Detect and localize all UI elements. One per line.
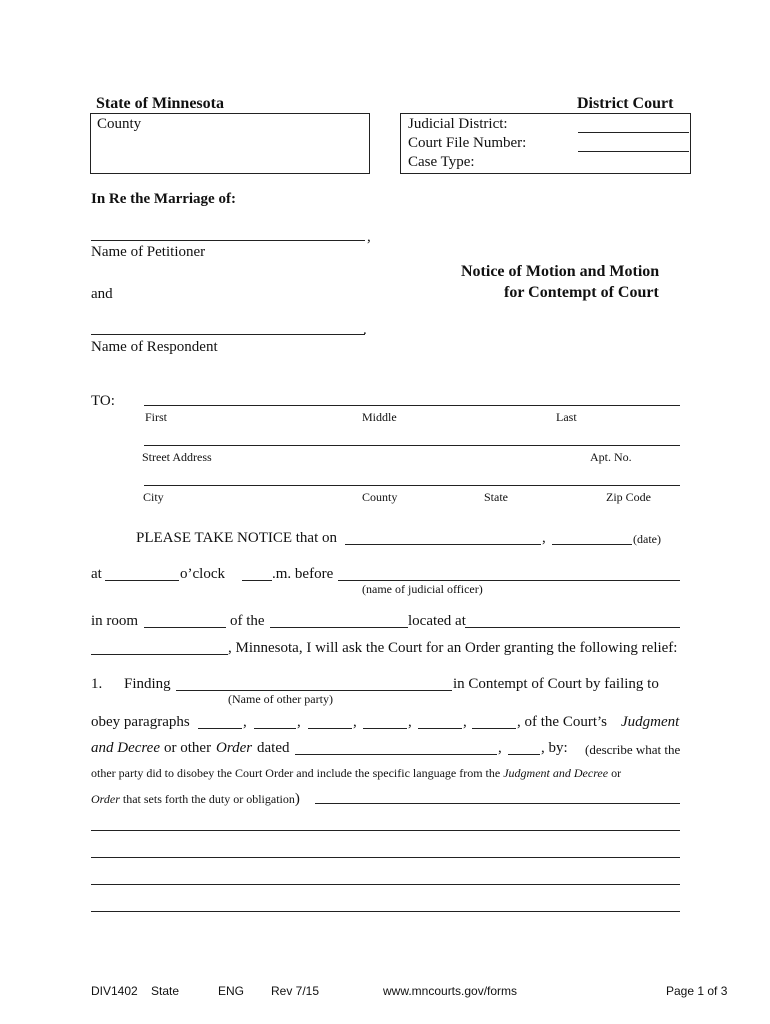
please-take-notice-text: PLEASE TAKE NOTICE that on [136,530,338,546]
order-word-text: Order [91,792,120,806]
state-title: State of Minnesota [96,95,224,112]
date-label: (date) [633,532,661,546]
or-other-text: or other [164,740,212,756]
date-comma: , [498,740,502,756]
petitioner-comma: , [367,229,371,245]
county-address-label: County [362,490,398,504]
document-title-line1: Notice of Motion and Motion [461,263,660,280]
paragraph-field-1[interactable] [198,728,242,729]
order-year-field[interactable] [508,754,540,755]
middle-label: Middle [362,410,397,424]
obey-paragraphs-text: obey paragraphs [91,714,190,730]
city-field[interactable] [91,654,228,655]
street-address-field[interactable] [144,445,680,446]
judicial-district-field[interactable] [578,132,689,133]
description-field-line-1[interactable] [315,803,680,804]
in-contempt-text: in Contempt of Court by failing to [453,676,659,692]
other-party-field[interactable] [176,690,452,691]
footer-lang: ENG [218,984,245,998]
m-before-text: .m. before [272,566,334,582]
courthouse-field[interactable] [270,627,408,628]
county-label: County [97,116,142,132]
footer-page-number: Page 1 of 3 [666,984,728,998]
city-label: City [143,490,164,504]
close-paren: ) [294,791,300,807]
zip-code-label: Zip Code [606,490,651,504]
oclock-text: o’clock [180,566,225,582]
item-number: 1. [91,676,103,692]
paragraph-comma-5: , [463,714,467,730]
description-field-line-2[interactable] [91,830,680,831]
by-text: , by: [541,740,568,756]
court-title: District Court [577,95,674,112]
paragraph-comma-2: , [297,714,301,730]
paragraph-field-5[interactable] [418,728,462,729]
petitioner-name-field[interactable] [91,240,365,241]
hearing-date-field[interactable] [552,544,632,545]
sets-forth-text: that sets forth the duty or obligation [122,792,295,806]
paragraph-field-2[interactable] [254,728,296,729]
description-field-line-3[interactable] [91,857,680,858]
document-title-line2: for Contempt of Court [504,284,659,301]
paragraph-comma-1: , [243,714,247,730]
last-label: Last [556,410,577,424]
paragraph-comma-3: , [353,714,357,730]
order-date-field[interactable] [295,754,497,755]
case-type-label: Case Type: [408,154,475,170]
in-re-heading: In Re the Marriage of: [91,191,236,207]
in-room-text: in room [91,613,139,629]
court-file-number-field[interactable] [578,151,689,152]
dated-text: dated [257,740,290,756]
to-label: TO: [91,393,115,409]
am-pm-field[interactable] [242,580,272,581]
and-decree-text: and Decree [91,740,160,756]
notice-comma: , [542,530,546,546]
respondent-name-field[interactable] [91,334,365,335]
paragraph-field-3[interactable] [308,728,352,729]
other-party-label: (Name of other party) [228,692,333,706]
location-field[interactable] [465,627,680,628]
state-address-label: State [484,490,508,504]
paragraph-field-6[interactable] [472,728,516,729]
first-label: First [145,410,168,424]
apt-no-label: Apt. No. [590,450,632,464]
court-file-number-label: Court File Number: [408,135,527,151]
judicial-officer-label: (name of judicial officer) [362,582,483,596]
minnesota-relief-text: , Minnesota, I will ask the Court for an Order granting the following relief: [228,640,678,656]
footer-url[interactable]: www.mncourts.gov/forms [383,984,518,998]
hearing-day-field[interactable] [345,544,541,545]
respondent-period: . [363,322,367,338]
order-text: Order [216,740,253,756]
describe-text: (describe what the [585,742,681,757]
finding-text: Finding [124,676,171,692]
judgment-and-decree-text: Judgment and Decree [503,766,609,780]
paragraph-field-4[interactable] [363,728,407,729]
hour-field[interactable] [105,580,179,581]
and-text: and [91,286,113,302]
recipient-name-field[interactable] [144,405,680,406]
judicial-district-label: Judicial District: [408,116,508,132]
of-the-text: of the [230,613,265,629]
of-courts-text: , of the Court’s [517,714,607,730]
footer-rev: Rev 7/15 [271,984,320,998]
description-field-line-4[interactable] [91,884,680,885]
at-text: at [91,566,102,582]
judgment-text: Judgment [621,714,680,730]
respondent-label: Name of Respondent [91,339,218,355]
description-field-line-5[interactable] [91,911,680,912]
other-party-did-text: other party did to disobey the Court Order and include the specific language from the [91,766,501,780]
footer-form-id: DIV1402 [91,984,138,998]
footer-state: State [151,984,180,998]
room-field[interactable] [144,627,226,628]
judicial-officer-field[interactable] [338,580,680,581]
sets-forth-line [91,791,300,808]
or-text: or [611,766,622,780]
petitioner-label: Name of Petitioner [91,244,206,260]
paragraph-comma-4: , [408,714,412,730]
city-state-zip-field[interactable] [144,485,680,486]
located-at-text: located at [408,613,466,629]
instructions-line [91,766,621,781]
street-address-label: Street Address [142,450,212,464]
